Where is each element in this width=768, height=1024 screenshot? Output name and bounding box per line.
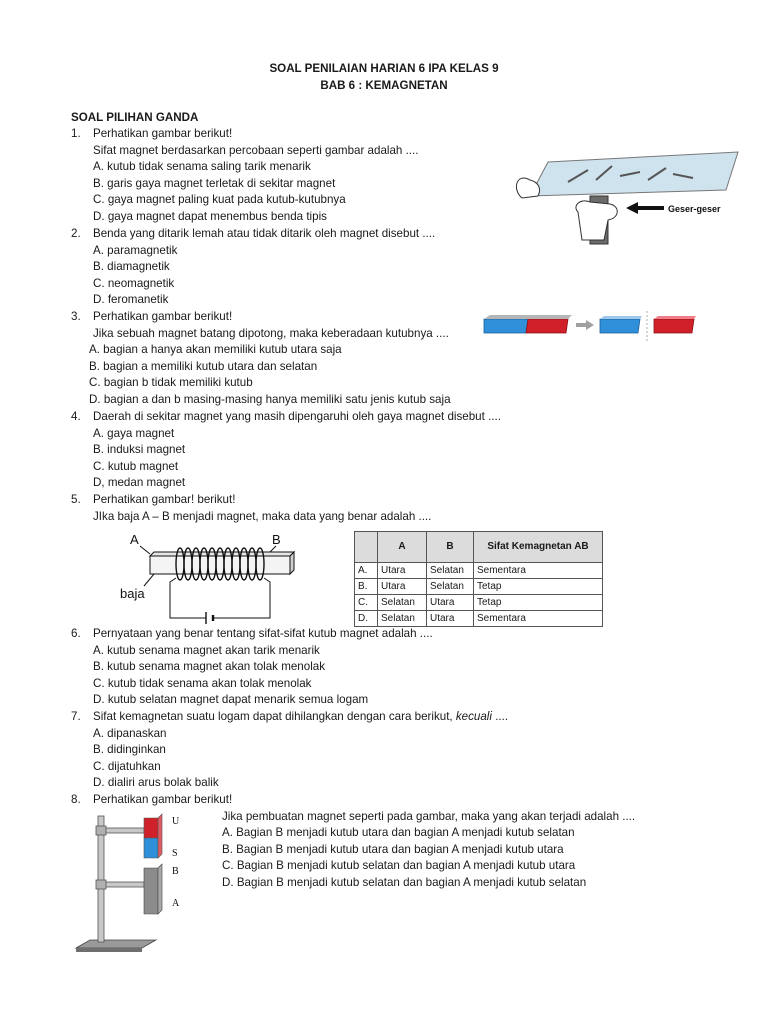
question-text: Pernyataan yang benar tentang sifat-sifat kutub magnet adalah .... [93,627,433,640]
answer-option: D, medan magnet [93,476,186,489]
answer-option: D. kutub selatan magnet dapat menarik semua logam [93,693,369,706]
question-text: Perhatikan gambar berikut! [93,310,233,323]
answer-option: B. induksi magnet [93,443,186,456]
table-cell: Tetap [474,595,603,611]
table-cell: Tetap [474,579,603,595]
induction-stand-figure [72,808,192,958]
label-a: A [172,898,180,909]
table-cell: Selatan [378,611,427,627]
question-text: Jika pembuatan magnet seperti pada gambar, maka yang akan terjadi adalah .... [222,810,636,823]
table-header-cell: A [378,532,427,563]
table-cell: D. [355,611,378,627]
answer-option: A. paramagnetik [93,244,178,257]
table-cell: Selatan [427,579,474,595]
answer-option: A. kutub tidak senama saling tarik menarik [93,160,311,173]
question-number: 7. [71,710,81,723]
answer-option: C. kutub tidak senama akan tolak menolak [93,677,312,690]
answer-option: D. Bagian B menjadi kutub selatan dan bagian A menjadi kutub selatan [222,876,587,889]
answer-option: B. Bagian B menjadi kutub utara dan bagian A menjadi kutub utara [222,843,564,856]
table-cell: Utara [427,611,474,627]
table-cell: Sementara [474,611,603,627]
answer-option: C. Bagian B menjadi kutub selatan dan bagian A menjadi kutub utara [222,859,576,872]
answer-option: B. kutub senama magnet akan tolak menolak [93,660,326,673]
document-subtitle: BAB 6 : KEMAGNETAN [320,79,448,92]
question-text: Benda yang ditarik lemah atau tidak ditarik oleh magnet disebut .... [93,227,436,240]
question-text-main: Sifat kemagnetan suatu logam dapat dihilangkan dengan cara berikut, [93,710,456,723]
table-cell: B. [355,579,378,595]
table-cell: A. [355,563,378,579]
table-row [355,611,603,627]
question-text-end: .... [491,710,509,723]
answer-option: C. neomagnetik [93,277,175,290]
question-number: 4. [71,410,81,423]
question-text: Perhatikan gambar berikut! [93,127,233,140]
magnet-property-table [354,531,603,627]
question-text: Jika sebuah magnet batang dipotong, maka keberadaan kutubnya .... [93,327,449,340]
table-cell: Utara [427,595,474,611]
question-number: 2. [71,227,81,240]
question-text: Perhatikan gambar! berikut! [93,493,236,506]
table-cell: C. [355,595,378,611]
question-number: 6. [71,627,81,640]
question-text [93,710,508,724]
question-number: 1. [71,127,81,140]
question-number: 5. [71,493,81,506]
table-header-cell [355,532,378,563]
question-text: Sifat magnet berdasarkan percobaan seperti gambar adalah .... [93,144,419,157]
document-title: SOAL PENILAIAN HARIAN 6 IPA KELAS 9 [269,62,499,75]
answer-option: C. kutub magnet [93,460,179,473]
question-text: Daerah di sekitar magnet yang masih dipengaruhi oleh gaya magnet disebut .... [93,410,501,423]
table-cell: Selatan [378,595,427,611]
answer-option: A. gaya magnet [93,427,175,440]
answer-option: D. feromanetik [93,293,169,306]
section-heading: SOAL PILIHAN GANDA [71,111,199,124]
answer-option: A. bagian a hanya akan memiliki kutub utara saja [89,343,342,356]
label-baja: baja [120,586,145,601]
question-number: 3. [71,310,81,323]
table-cell: Utara [378,563,427,579]
table-row [355,579,603,595]
figure-label: Geser-geser [668,204,721,214]
question-number: 8. [71,793,81,806]
table-header-cell: Sifat Kemagnetan AB [474,532,603,563]
table-cell: Selatan [427,563,474,579]
table-row [355,595,603,611]
answer-option: C. bagian b tidak memiliki kutub [89,376,253,389]
magnet-under-glass-figure [508,150,760,254]
answer-option: B. garis gaya magnet terletak di sekitar magnet [93,177,336,190]
answer-option: D. dialiri arus bolak balik [93,776,219,789]
table-header-row [355,532,603,563]
table-cell: Utara [378,579,427,595]
label-b: B [172,866,179,877]
label-b: B [272,532,281,547]
question-text: Perhatikan gambar berikut! [93,793,233,806]
answer-option: B. diamagnetik [93,260,170,273]
label-u: U [172,816,180,827]
answer-table [354,531,603,627]
table-header-cell: B [427,532,474,563]
label-s: S [172,848,178,859]
answer-option: B. didinginkan [93,743,166,756]
table-cell: Sementara [474,563,603,579]
cut-bar-magnet-figure [482,311,704,343]
answer-option: B. bagian a memiliki kutub utara dan selatan [89,360,318,373]
answer-option: A. Bagian B menjadi kutub utara dan bagian A menjadi kutub selatan [222,826,575,839]
answer-option: C. gaya magnet paling kuat pada kutub-kutubnya [93,193,346,206]
solenoid-figure [120,530,326,630]
label-a: A [130,532,139,547]
answer-option: A. kutub senama magnet akan tarik menarik [93,644,320,657]
answer-option: C. dijatuhkan [93,760,161,773]
answer-option: A. dipanaskan [93,727,167,740]
answer-option: D. gaya magnet dapat menembus benda tipis [93,210,327,223]
answer-option: D. bagian a dan b masing-masing hanya memiliki satu jenis kutub saja [89,393,451,406]
question-text: JIka baja A – B menjadi magnet, maka data yang benar adalah .... [93,510,432,523]
question-text-emphasis: kecuali [455,710,492,723]
table-row [355,563,603,579]
